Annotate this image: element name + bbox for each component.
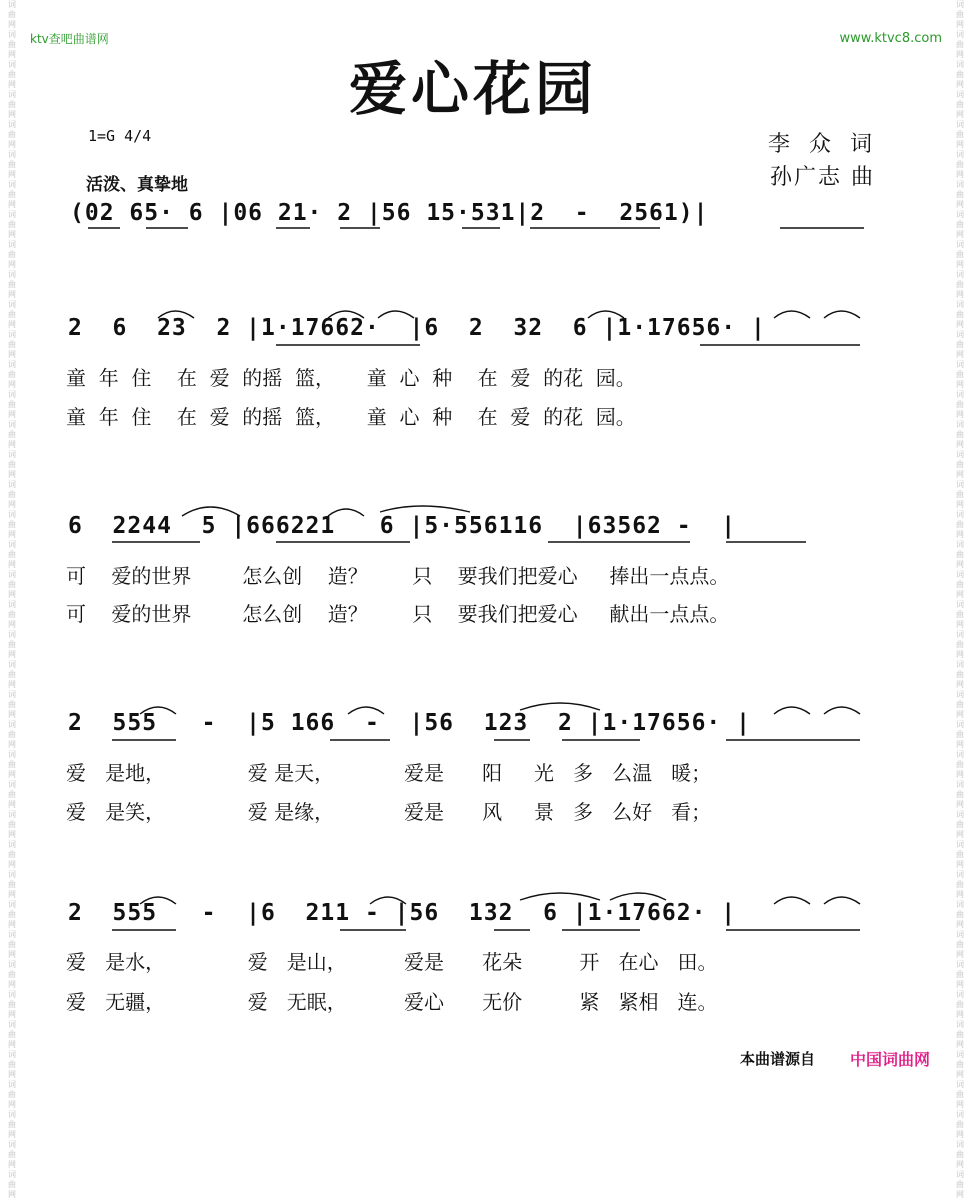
slur [588,311,624,318]
system-3-lyric-verse-1: 爱 是地， 爱 是天， 爱是 阳 光 多 么温 暖； [66,761,712,785]
system-1-lyric-verse-2: 童 年 住 在 爱 的摇 篮， 童 心 种 在 爱 的花 园。 [66,405,636,429]
slur [824,311,860,318]
slur [158,311,194,318]
slur [520,893,600,900]
slur [140,707,176,714]
system-4-lyric-verse-2: 爱 无疆， 爱 无眠， 爱心 无价 紧 紧相 连。 [66,990,718,1014]
slur [380,506,470,512]
slur [610,893,666,900]
system-2-notation: 6 2244 5 |666221 6 |5·556116 |63562 - | [68,513,737,539]
slur [182,507,240,516]
slur [774,707,810,714]
side-watermark-left: 词曲网 词曲网 词曲网 词曲网 词曲网 词曲网 词曲网 词曲网 词曲网 词曲网 词曲网 词曲网 词曲网 词曲网 词曲网 词曲网 词曲网 词曲网 词曲网 词曲网 词曲网 词曲网 词曲网 词曲网 词曲网 词曲网 词曲网 词曲网 词曲网 词曲网 词曲网 词曲网 词曲网 词曲网 词曲网 词曲网 词曲网 词曲网 词曲网 词曲网 [8,0,16,1199]
header-site-left[interactable]: ktv查吧曲谱网 [30,32,109,46]
slur [774,311,810,318]
key-signature: 1=G 4/4 [88,127,152,145]
slur [140,897,176,904]
intro-notation: (02 65· 6 |06 21· 2 |56 15·531|2 - 2561)| [70,200,709,226]
slur [824,897,860,904]
side-watermark-right: 词曲网 词曲网 词曲网 词曲网 词曲网 词曲网 词曲网 词曲网 词曲网 词曲网 词曲网 词曲网 词曲网 词曲网 词曲网 词曲网 词曲网 词曲网 词曲网 词曲网 词曲网 词曲网 词曲网 词曲网 词曲网 词曲网 词曲网 词曲网 词曲网 词曲网 词曲网 词曲网 词曲网 词曲网 词曲网 词曲网 词曲网 词曲网 词曲网 词曲网 [956,0,964,1199]
source-site-link[interactable]: 中国词曲网 [850,1050,931,1069]
tempo-marking: 活泼、真挚地 [86,175,188,195]
slur [328,311,364,318]
lyricist-credit: 李 众 词 [768,132,878,157]
system-2-lyric-verse-2: 可 爱的世界 怎么创 造？ 只 要我们把爱心 献出一点点。 [66,602,730,626]
slur [370,897,406,904]
slur [378,311,414,318]
system-2-lyric-verse-1: 可 爱的世界 怎么创 造？ 只 要我们把爱心 捧出一点点。 [66,564,730,588]
system-3-lyric-verse-2: 爱 是笑， 爱 是缘， 爱是 风 景 多 么好 看； [66,800,712,824]
slur [348,707,384,714]
source-label: 本曲谱源自 [740,1050,816,1068]
slur [328,509,364,516]
system-4-lyric-verse-1: 爱 是水， 爱 是山， 爱是 花朵 开 在心 田。 [66,950,718,974]
system-4-notation: 2 555 - |6 211 - |56 132 6 |1·17662· | [68,900,737,926]
slur [520,703,600,710]
slur [774,897,810,904]
system-1-lyric-verse-1: 童 年 住 在 爱 的摇 篮， 童 心 种 在 爱 的花 园。 [66,366,636,390]
composer-credit: 孙广志 曲 [770,165,875,190]
slur [824,707,860,714]
song-title: 爱心花园 [348,55,597,123]
system-3-notation: 2 555 - |5 166 - |56 123 2 |1·17656· | [68,710,751,736]
system-1-notation: 2 6 23 2 |1·17662· |6 2 32 6 |1·17656· | [68,315,766,341]
header-site-right[interactable]: www.ktvc8.com [839,31,942,46]
